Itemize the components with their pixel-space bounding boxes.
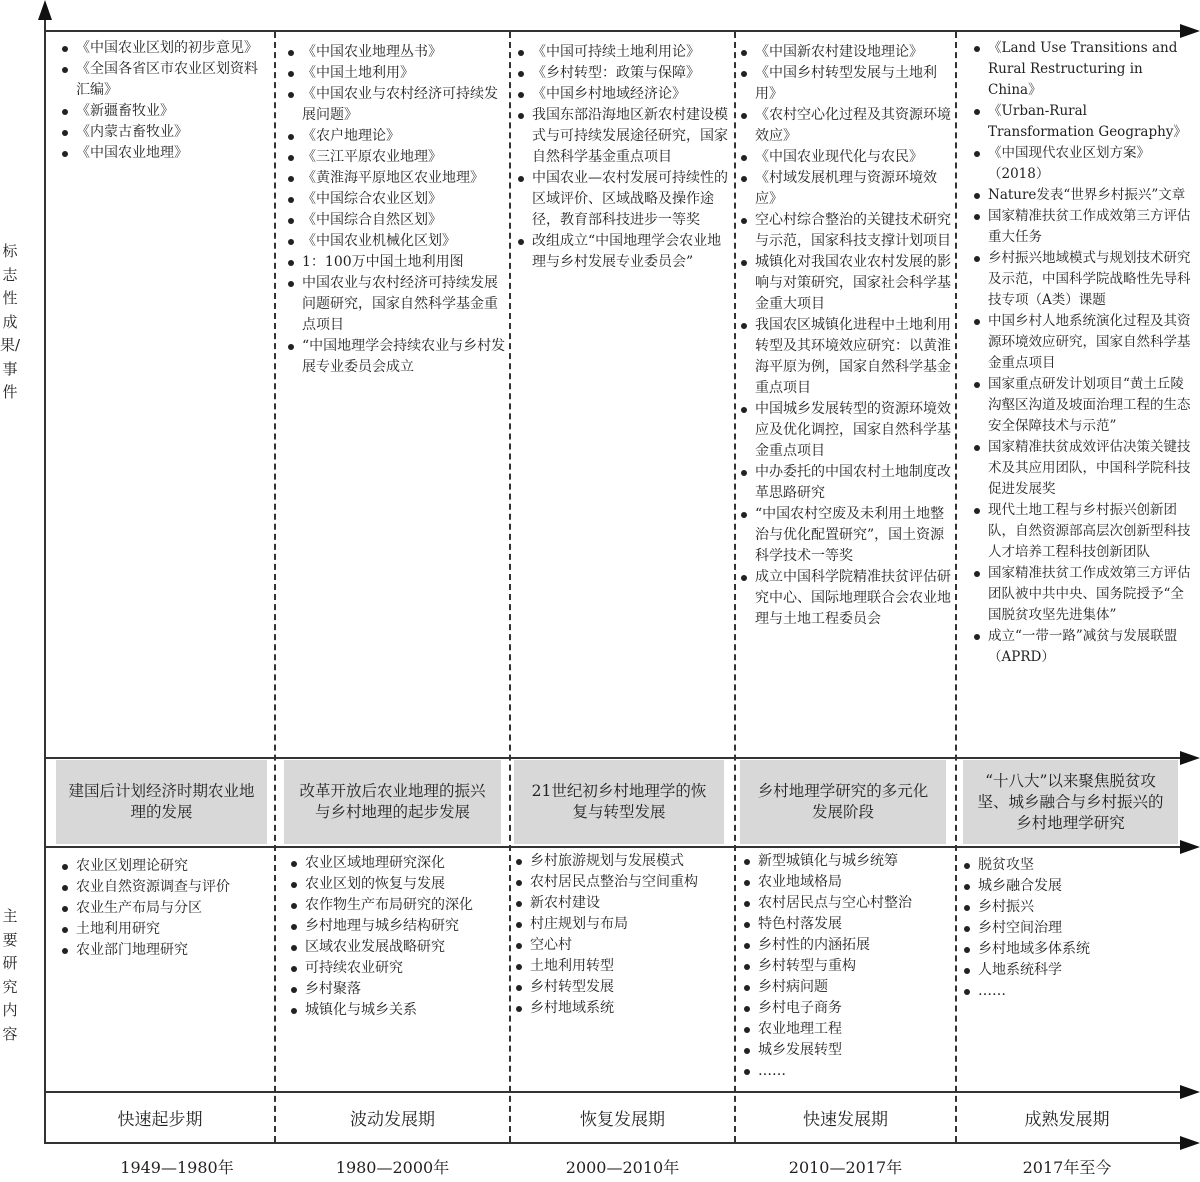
achievement-item: 中办委托的中国农村土地制度改革思路研究 xyxy=(737,462,953,504)
achievement-item: 《中国农业与农村经济可持续发展问题》 xyxy=(284,84,506,126)
achievement-item: 《中国土地利用》 xyxy=(284,63,506,84)
achievement-item: 改组成立“中国地理学会农业地理与乡村发展专业委员会” xyxy=(514,231,732,273)
research-item: 人地系统科学 xyxy=(960,960,1190,981)
achievements-cell-2017-present xyxy=(970,38,1192,668)
years-label-2000-2010: 2000—2010年 xyxy=(565,1157,680,1177)
research-item: 乡村旅游规划与发展模式 xyxy=(512,851,732,872)
research-item: 乡村聚落 xyxy=(287,979,509,1000)
research-item: 可持续农业研究 xyxy=(287,958,509,979)
research-item: 土地利用转型 xyxy=(512,956,732,977)
top-timeline-axis xyxy=(44,30,1184,32)
achievement-item: 城镇化对我国农业农村发展的影响与对策研究，国家社会科学基金重大项目 xyxy=(737,252,953,315)
research-item: 农业区域地理研究深化 xyxy=(287,853,509,874)
vertical-axis xyxy=(44,14,46,1144)
research-item: 新农村建设 xyxy=(512,893,732,914)
achievement-item: 《中国现代农业区划方案》（2018） xyxy=(970,143,1192,185)
achievement-item: 空心村综合整治的关键技术研究与示范，国家科技支撑计划项目 xyxy=(737,210,953,252)
achievement-item: 中国农业—农村发展可持续性的区域评价、区域战略及操作途径，教育部科技进步一等奖 xyxy=(514,168,732,231)
theme-band-2000-2010: 21世纪初乡村地理学的恢复与转型发展 xyxy=(514,760,724,844)
achievement-item: 《Land Use Transitions and Rural Restructuring in China》 xyxy=(970,38,1192,101)
achievement-item: 我国东部沿海地区新农村建设模式与可持续发展途径研究，国家自然科学基金重点项目 xyxy=(514,105,732,168)
research-item: 城镇化与城乡关系 xyxy=(287,1000,509,1021)
research-item: 农业地理工程 xyxy=(740,1019,952,1040)
phase-label-2010-2017: 快速发展期 xyxy=(803,1110,888,1130)
research-item: 乡村病问题 xyxy=(740,977,952,998)
achievement-item: 国家精准扶贫工作成效第三方评估重大任务 xyxy=(970,206,1192,248)
research-item: 农业区划理论研究 xyxy=(58,856,272,877)
research-item: 城乡发展转型 xyxy=(740,1040,952,1061)
achievement-item: 中国乡村人地系统演化过程及其资源环境效应研究，国家自然科学基金重点项目 xyxy=(970,311,1192,374)
research-axis-label: 主要研究内容 xyxy=(2,907,18,1043)
research-item: 农业部门地理研究 xyxy=(58,940,272,961)
achievement-item: 国家精准扶贫工作成效第三方评估团队被中共中央、国务院授予“全国脱贫攻坚先进集体” xyxy=(970,563,1192,626)
achievement-item: 《中国农业地理》 xyxy=(58,143,263,164)
years-label-1980-2000: 1980—2000年 xyxy=(335,1157,450,1177)
period-divider xyxy=(509,32,511,1142)
research-cell-2010-2017 xyxy=(740,851,952,1082)
theme-band-2017-present: “十八大”以来聚焦脱贫攻坚、城乡融合与乡村振兴的乡村地理学研究 xyxy=(963,760,1178,844)
achievement-item: 《中国乡村地域经济论》 xyxy=(514,84,732,105)
achievement-item: 《中国农业地理丛书》 xyxy=(284,42,506,63)
research-item: 乡村性的内涵拓展 xyxy=(740,935,952,956)
research-item: 农业区划的恢复与发展 xyxy=(287,874,509,895)
band-bottom-arrow-icon xyxy=(1180,840,1200,854)
achievement-item: 中国城乡发展转型的资源环境效应及优化调控，国家自然科学基金重点项目 xyxy=(737,399,953,462)
research-item: 区域农业发展战略研究 xyxy=(287,937,509,958)
period-divider xyxy=(955,32,957,1142)
achievements-cell-2000-2010 xyxy=(514,42,732,273)
achievements-axis-label: 标志性成果/事件 xyxy=(0,242,21,401)
achievement-item: “中国农村空废及未利用土地整治与优化配置研究”，国土资源科学技术一等奖 xyxy=(737,504,953,567)
achievement-item: 《全国各省区市农业区划资料汇编》 xyxy=(58,59,263,101)
period-divider xyxy=(274,32,276,1142)
research-item: 农作物生产布局研究的深化 xyxy=(287,895,509,916)
achievement-item: 《乡村转型：政策与保障》 xyxy=(514,63,732,84)
research-item: 乡村空间治理 xyxy=(960,918,1190,939)
achievement-item: 《中国新农村建设地理论》 xyxy=(737,42,953,63)
phase-top-arrow-icon xyxy=(1180,1085,1200,1099)
research-item: 空心村 xyxy=(512,935,732,956)
achievement-item: 《中国可持续土地利用论》 xyxy=(514,42,732,63)
period-divider xyxy=(734,32,736,1142)
achievement-item: 《中国农业区划的初步意见》 xyxy=(58,38,263,59)
phase-label-2000-2010: 恢复发展期 xyxy=(580,1110,665,1130)
research-cell-1949-1980 xyxy=(58,856,272,961)
research-item: 乡村振兴 xyxy=(960,897,1190,918)
research-item: 特色村落发展 xyxy=(740,914,952,935)
research-item: 脱贫攻坚 xyxy=(960,855,1190,876)
achievement-item: 《村域发展机理与资源环境效应》 xyxy=(737,168,953,210)
vertical-axis-arrow-icon xyxy=(38,0,52,20)
research-item: 乡村地理与城乡结构研究 xyxy=(287,916,509,937)
research-cell-2017-present xyxy=(960,855,1190,1002)
research-item: 城乡融合发展 xyxy=(960,876,1190,897)
achievement-item: Nature发表“世界乡村振兴”文章 xyxy=(970,185,1192,206)
research-item: 乡村电子商务 xyxy=(740,998,952,1019)
research-item: 农业地域格局 xyxy=(740,872,952,893)
research-item: 土地利用研究 xyxy=(58,919,272,940)
achievement-item: 《内蒙古畜牧业》 xyxy=(58,122,263,143)
research-cell-2000-2010 xyxy=(512,851,732,1019)
theme-band-1949-1980: 建国后计划经济时期农业地理的发展 xyxy=(56,760,267,844)
band-top-axis xyxy=(44,757,1184,759)
phase-label-1980-2000: 波动发展期 xyxy=(350,1110,435,1130)
achievement-item: 《中国乡村转型发展与土地利用》 xyxy=(737,63,953,105)
phase-label-1949-1980: 快速起步期 xyxy=(117,1110,203,1130)
research-item: …… xyxy=(960,981,1190,1002)
achievement-item: 《中国农业机械化区划》 xyxy=(284,231,506,252)
achievement-item: 1：100万中国土地利用图 xyxy=(284,252,506,273)
research-item: 农村居民点整治与空间重构 xyxy=(512,872,732,893)
years-label-2010-2017: 2010—2017年 xyxy=(788,1157,903,1177)
achievement-item: 《中国综合农业区划》 xyxy=(284,189,506,210)
research-cell-1980-2000 xyxy=(287,853,509,1021)
research-item: 农业生产布局与分区 xyxy=(58,898,272,919)
achievement-item: 成立中国科学院精准扶贫评估研究中心、国际地理联合会农业地理与土地工程委员会 xyxy=(737,567,953,630)
achievement-item: 成立“一带一路”减贫与发展联盟（APRD） xyxy=(970,626,1192,668)
achievement-item: 《中国农业现代化与农民》 xyxy=(737,147,953,168)
research-item: 农村居民点与空心村整治 xyxy=(740,893,952,914)
achievement-item: 国家精准扶贫成效评估决策关键技术及其应用团队，中国科学院科技促进发展奖 xyxy=(970,437,1192,500)
achievement-item: 《新疆畜牧业》 xyxy=(58,101,263,122)
achievement-item: 《农户地理论》 xyxy=(284,126,506,147)
band-top-arrow-icon xyxy=(1180,751,1200,765)
achievement-item: 现代土地工程与乡村振兴创新团队，自然资源部高层次创新型科技人才培养工程科技创新团队 xyxy=(970,500,1192,563)
achievement-item: 中国农业与农村经济可持续发展问题研究，国家自然科学基金重点项目 xyxy=(284,273,506,336)
achievements-cell-1949-1980 xyxy=(58,38,263,164)
theme-band-2010-2017: 乡村地理学研究的多元化发展阶段 xyxy=(740,760,946,844)
research-item: 乡村地域系统 xyxy=(512,998,732,1019)
theme-band-1980-2000: 改革开放后农业地理的振兴与乡村地理的起步发展 xyxy=(284,760,501,844)
band-bottom-axis xyxy=(44,846,1184,848)
years-label-1949-1980: 1949—1980年 xyxy=(120,1157,234,1177)
research-item: 乡村地域多体系统 xyxy=(960,939,1190,960)
achievements-cell-1980-2000 xyxy=(284,42,506,378)
phase-bottom-axis xyxy=(44,1142,1184,1144)
phase-bottom-arrow-icon xyxy=(1180,1136,1200,1150)
achievement-item: 《三江平原农业地理》 xyxy=(284,147,506,168)
achievement-item: 《中国综合自然区划》 xyxy=(284,210,506,231)
top-timeline-arrow-icon xyxy=(1180,24,1200,38)
research-item: 乡村转型与重构 xyxy=(740,956,952,977)
research-item: 农业自然资源调查与评价 xyxy=(58,877,272,898)
achievement-item: 我国农区城镇化进程中土地利用转型及其环境效应研究：以黄淮海平原为例，国家自然科学基金重点项目 xyxy=(737,315,953,399)
achievement-item: “中国地理学会持续农业与乡村发展专业委员会成立 xyxy=(284,336,506,378)
years-label-2017-present: 2017年至今 xyxy=(1022,1157,1112,1177)
phase-label-2017-present: 成熟发展期 xyxy=(1024,1110,1110,1130)
research-item: 新型城镇化与城乡统筹 xyxy=(740,851,952,872)
achievement-item: 《Urban-Rural Transformation Geography》 xyxy=(970,101,1192,143)
achievement-item: 《黄淮海平原地区农业地理》 xyxy=(284,168,506,189)
research-item: 乡村转型发展 xyxy=(512,977,732,998)
achievement-item: 国家重点研发计划项目“黄土丘陵沟壑区沟道及坡面治理工程的生态安全保障技术与示范” xyxy=(970,374,1192,437)
research-item: …… xyxy=(740,1061,952,1082)
achievement-item: 《农村空心化过程及其资源环境效应》 xyxy=(737,105,953,147)
achievement-item: 乡村振兴地域模式与规划技术研究及示范，中国科学院战略性先导科技专项（A类）课题 xyxy=(970,248,1192,311)
research-item: 村庄规划与布局 xyxy=(512,914,732,935)
achievements-cell-2010-2017 xyxy=(737,42,953,630)
